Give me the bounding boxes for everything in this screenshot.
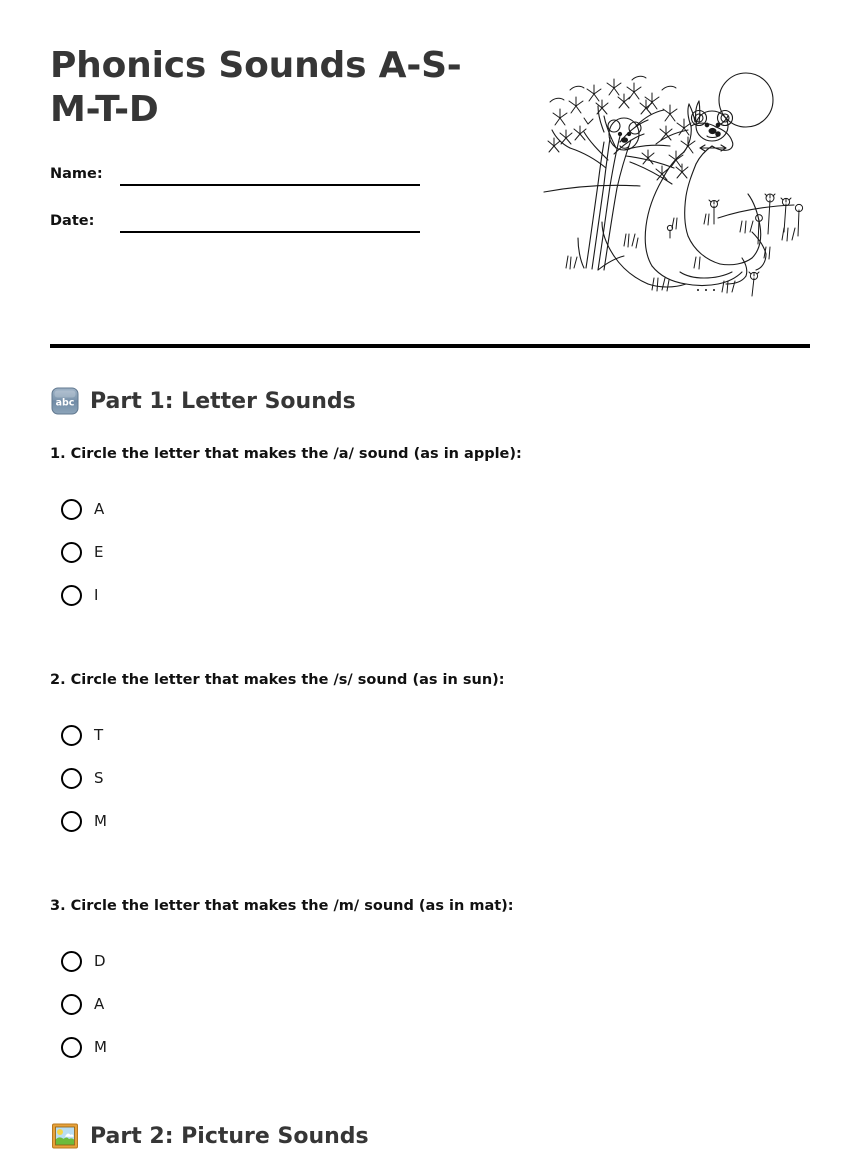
circle-bubble-icon[interactable] — [61, 951, 82, 972]
question-3-text: 3. Circle the letter that makes the /m/ sound (as in mat): — [50, 898, 514, 914]
option-label: A — [94, 500, 105, 518]
date-field-input-line[interactable] — [120, 231, 420, 233]
header-divider-rule — [50, 344, 810, 348]
question-2-options — [50, 714, 810, 843]
question-1-options — [50, 488, 810, 617]
question-2 — [50, 670, 810, 843]
page-title: Phonics Sounds A-S-M-T-D — [50, 45, 462, 130]
circle-bubble-icon[interactable] — [61, 542, 82, 563]
circle-bubble-icon[interactable] — [61, 994, 82, 1015]
section-title-part-1: Part 1: Letter Sounds — [90, 388, 356, 414]
question-3 — [50, 896, 810, 1069]
svg-text:abc: abc — [55, 397, 75, 409]
name-field-row — [50, 162, 450, 209]
option-row[interactable] — [50, 1026, 810, 1069]
circle-bubble-icon[interactable] — [61, 725, 82, 746]
section-title-part-2: Part 2: Picture Sounds — [90, 1123, 369, 1149]
question-1-text: 1. Circle the letter that makes the /a/ sound (as in apple): — [50, 446, 522, 462]
circle-bubble-icon[interactable] — [61, 585, 82, 606]
option-label: M — [94, 812, 107, 830]
name-field-label: Name: — [50, 166, 103, 182]
option-row[interactable] — [50, 800, 810, 843]
name-field-input-line[interactable] — [120, 184, 420, 186]
option-label: D — [94, 952, 106, 970]
option-row[interactable] — [50, 574, 810, 617]
option-row[interactable] — [50, 983, 810, 1026]
question-3-options — [50, 940, 810, 1069]
circle-bubble-icon[interactable] — [61, 811, 82, 832]
question-1 — [50, 444, 810, 617]
option-label: M — [94, 1038, 107, 1056]
question-2-text: 2. Circle the letter that makes the /s/ sound (as in sun): — [50, 672, 505, 688]
option-row[interactable] — [50, 757, 810, 800]
date-field-label: Date: — [50, 213, 95, 229]
circle-bubble-icon[interactable] — [61, 499, 82, 520]
circle-bubble-icon[interactable] — [61, 768, 82, 789]
option-label: S — [94, 769, 104, 787]
student-info-fields — [50, 162, 450, 256]
abc-icon — [50, 386, 80, 416]
option-label: A — [94, 995, 105, 1013]
option-label: I — [94, 586, 99, 604]
option-row[interactable] — [50, 531, 810, 574]
option-row[interactable] — [50, 714, 810, 757]
option-label: E — [94, 543, 104, 561]
section-heading-part-2 — [50, 1121, 369, 1151]
date-field-row — [50, 209, 450, 256]
framed-picture-icon — [50, 1121, 80, 1151]
circle-bubble-icon[interactable] — [61, 1037, 82, 1058]
option-row[interactable] — [50, 940, 810, 983]
option-row[interactable] — [50, 488, 810, 531]
option-label: T — [94, 726, 104, 744]
kangaroo-koala-tree-illustration — [536, 72, 804, 310]
section-heading-part-1 — [50, 386, 356, 416]
